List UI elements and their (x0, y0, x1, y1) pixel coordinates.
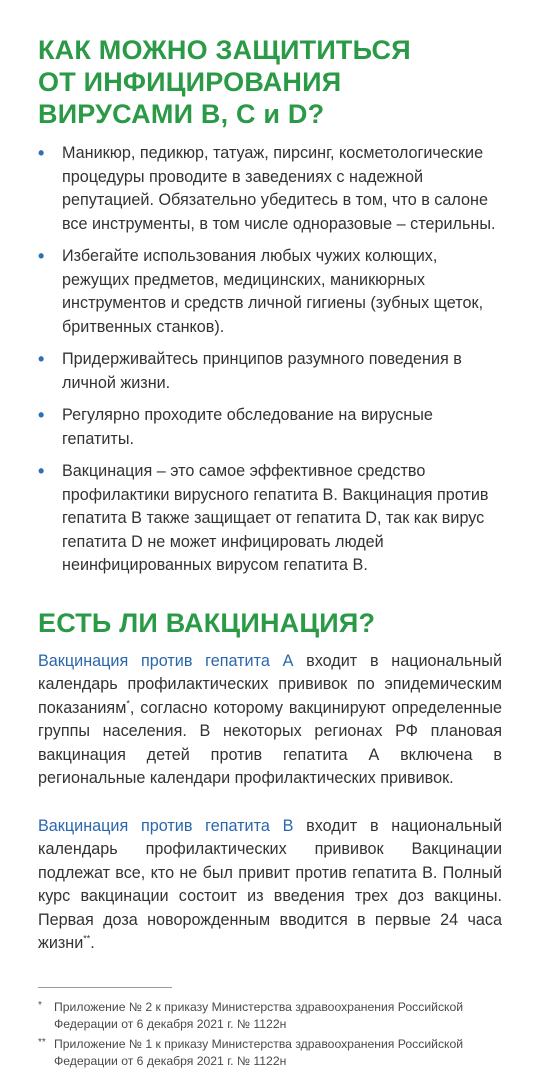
paragraph-text: входит в национальный календарь профилактических прививок Вакцинации подлежат все, кто не был привит против гепатита В. Полный курс вакцинации состоит из введения трех доз вакцины. Первая доза новорожденным вводится в первые 24 часа жизни (38, 817, 502, 953)
bullet-text: Вакцинация – это самое эффективное средство профилактики вирусного гепатита B. Вакцинация против гепатита B также защищает от гепатита D, так как вирус гепатита D не может инфицировать людей неинфицированных вирусом гепатита B. (62, 462, 489, 574)
paragraph-lead: Вакцинация против гепатита А (38, 652, 294, 670)
footnote-divider (38, 987, 172, 988)
list-item (38, 348, 508, 395)
footnote-text: Приложение № 1 к приказу Министерства здравоохранения Российской Федерации от 6 декабря 2021 г. № 1122н (54, 1037, 464, 1068)
title-line-1: КАК МОЖНО ЗАЩИТИТЬСЯ (38, 35, 411, 65)
footnote (38, 1036, 508, 1070)
title-line-3: ВИРУСАМИ B, C и D? (38, 99, 325, 129)
list-item (38, 245, 508, 339)
list-item (38, 404, 508, 451)
bullet-text: Избегайте использования любых чужих колющих, режущих предметов, медицинских, маникюрных инструментов и средств личной гигиены (зубных щеток, бритвенных станков). (62, 247, 484, 336)
bullet-icon: • (38, 461, 45, 481)
footnote-text: Приложение № 2 к приказу Министерства здравоохранения Российской Федерации от 6 декабря 2021 г. № 1122н (54, 1000, 464, 1031)
paragraph-text: . (90, 934, 95, 953)
footnote-mark: ** (83, 933, 91, 944)
list-item (38, 460, 508, 578)
paragraph-hepatitis-b (38, 815, 502, 955)
section-title-vaccination: ЕСТЬ ЛИ ВАКЦИНАЦИЯ? (38, 608, 376, 638)
protection-bullet-list (38, 142, 508, 587)
list-item (38, 142, 508, 236)
footnote-mark: ** (38, 1037, 46, 1048)
bullet-text: Маникюр, педикюр, татуаж, пирсинг, косметологические процедуры проводите в заведениях с надежной репутацией. Обязательно убедитесь в том, что в салоне все инструменты, в том числе одноразовые – стерильны. (62, 144, 496, 233)
footnote-mark: * (38, 1000, 42, 1011)
bullet-text: Регулярно проходите обследование на вирусные гепатиты. (62, 406, 433, 448)
section-title-protection (38, 34, 411, 130)
title-line-2: ОТ ИНФИЦИРОВАНИЯ (38, 67, 342, 97)
footnote (38, 999, 508, 1033)
bullet-icon: • (38, 143, 45, 163)
paragraph-hepatitis-a (38, 650, 502, 790)
paragraph-text: входит в национальный календарь профилактических прививок по эпидемическим показаниям (38, 652, 502, 717)
bullet-icon: • (38, 405, 45, 425)
footnote-mark: * (126, 698, 130, 709)
footnotes (38, 999, 508, 1073)
paragraph-lead: Вакцинация против гепатита В (38, 817, 294, 835)
bullet-icon: • (38, 349, 45, 369)
paragraph-text: , согласно которому вакцинируют определенные группы населения. В некоторых регионах РФ плановая вакцинация детей против гепатита А включена в региональные календари профилактических прививок. (38, 698, 502, 788)
bullet-icon: • (38, 246, 45, 266)
bullet-text: Придерживайтесь принципов разумного поведения в личной жизни. (62, 350, 462, 392)
